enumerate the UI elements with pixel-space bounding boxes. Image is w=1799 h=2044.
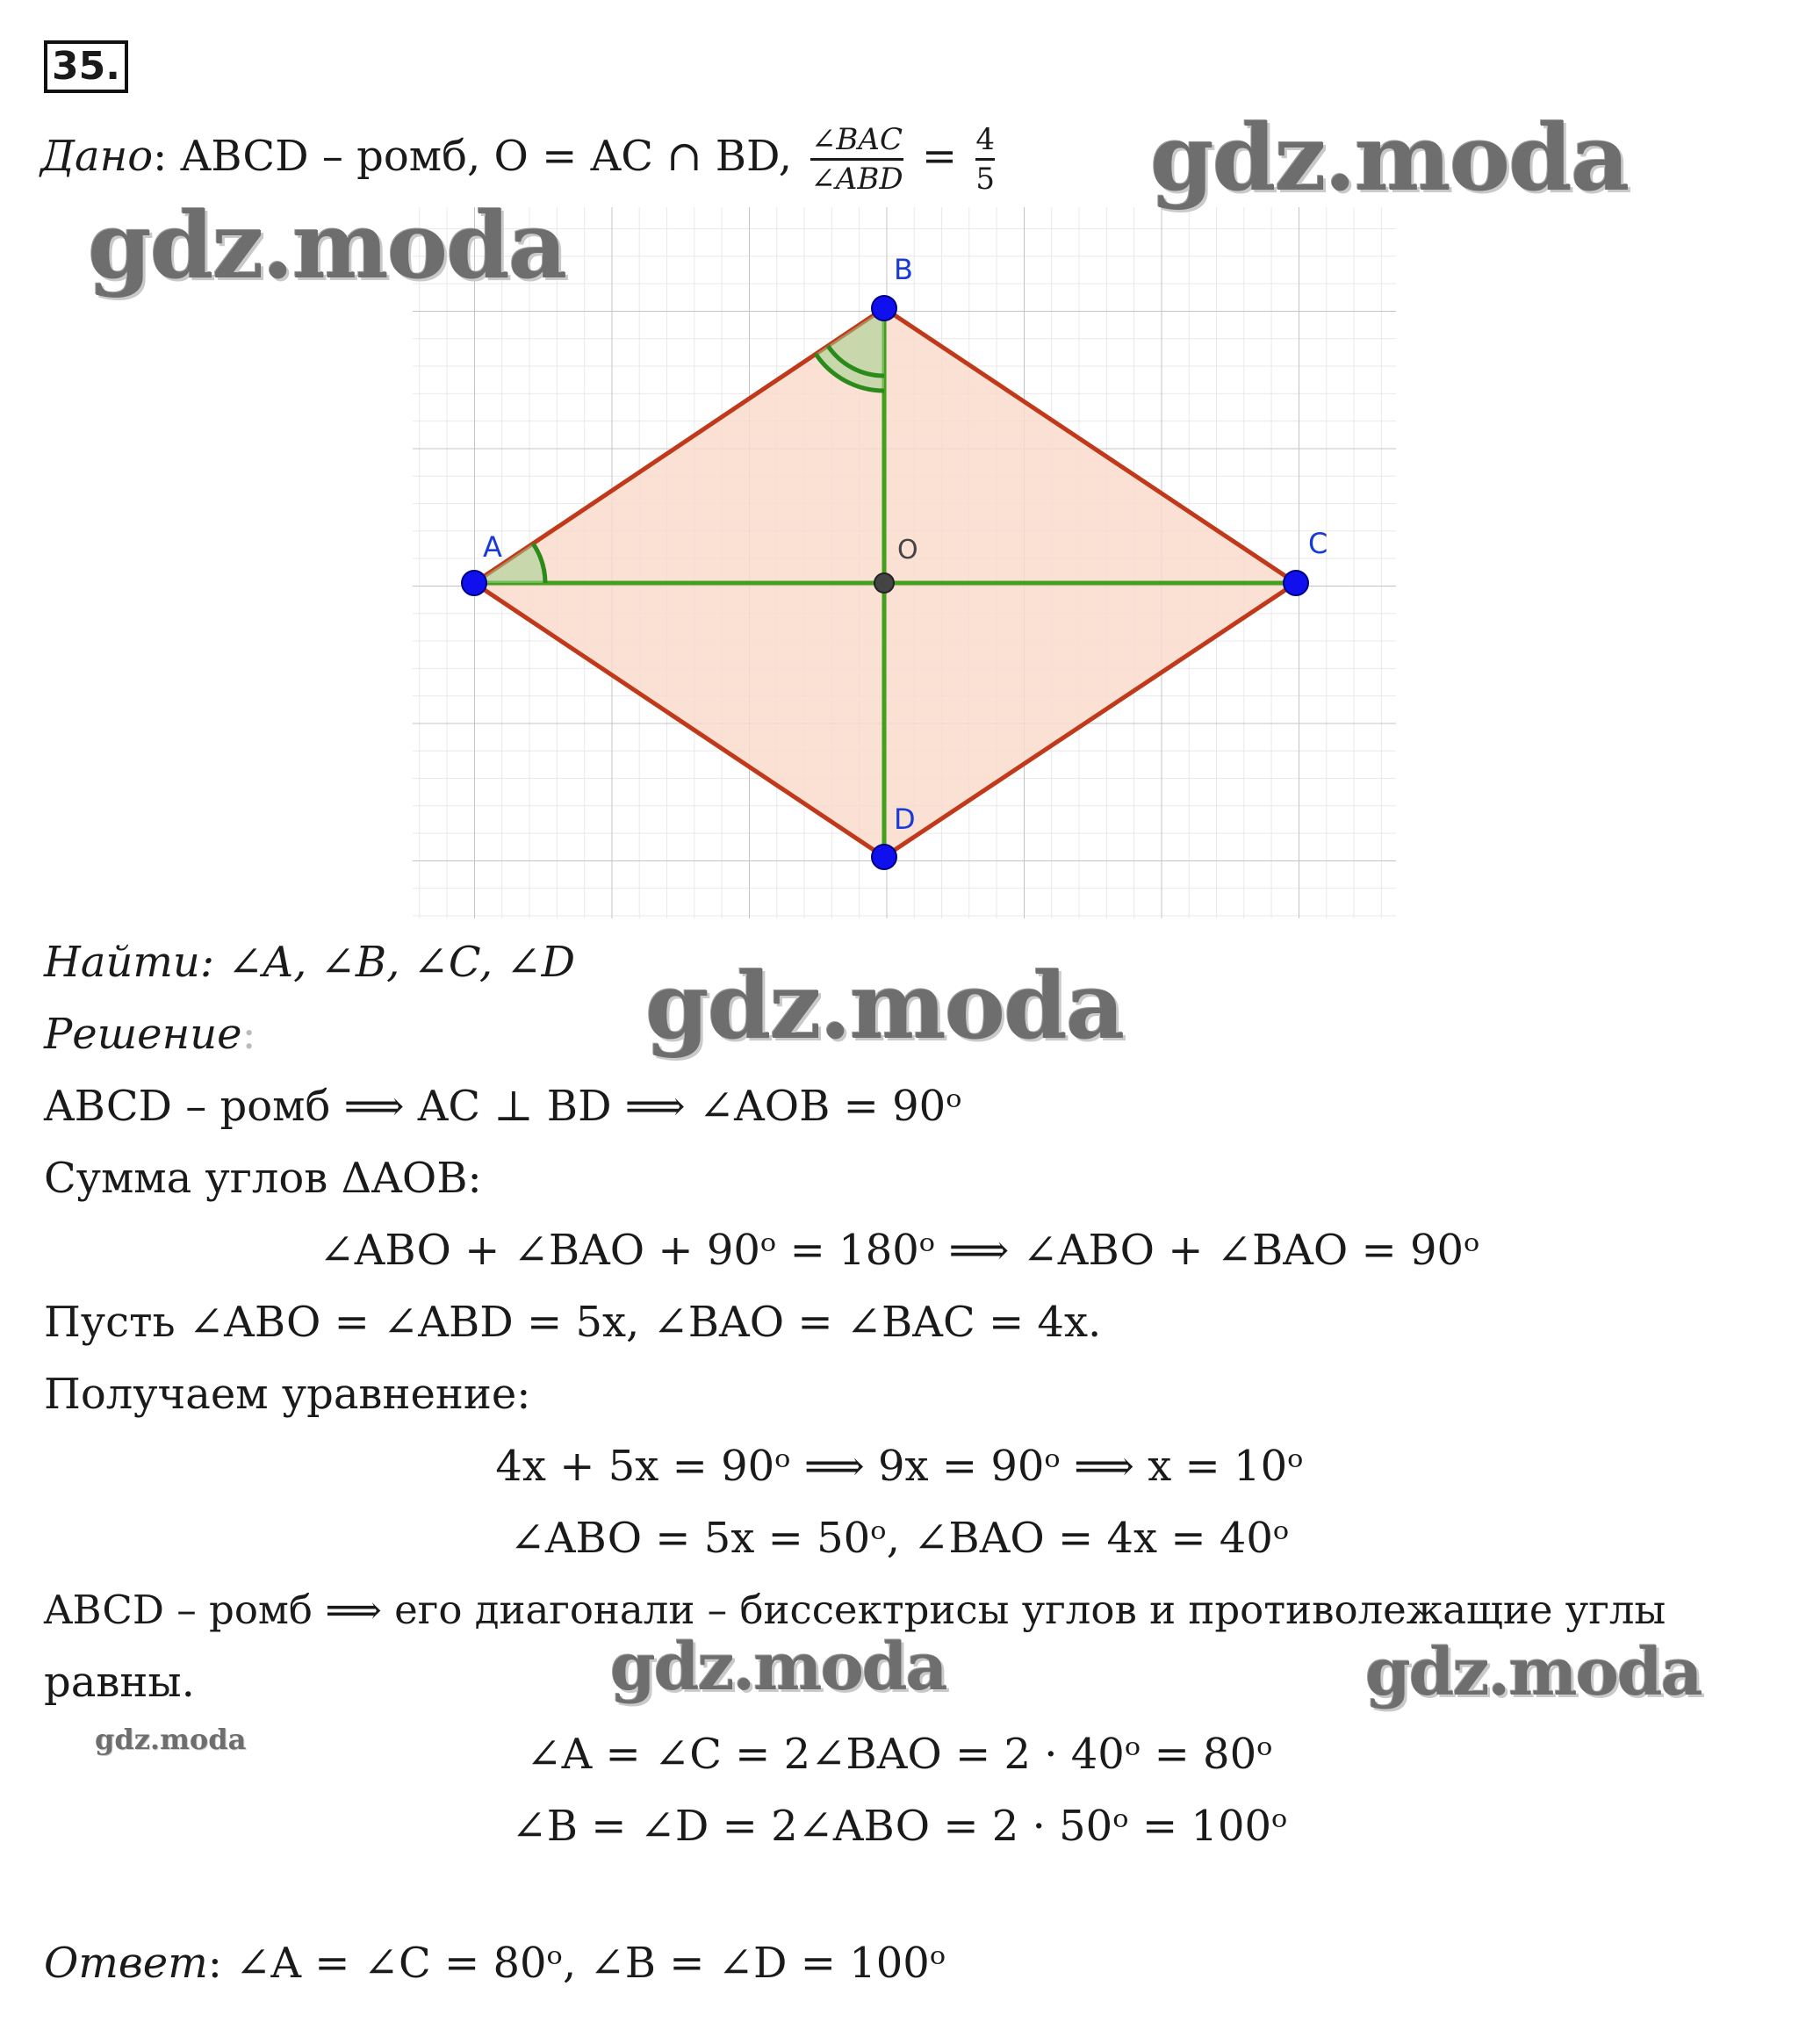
- point-c: [1284, 571, 1308, 595]
- solution-line-8: ABCD – ромб ⟹ его диагонали – биссектрисы углов и противолежащие углы: [44, 1587, 1666, 1633]
- solution-line-3: ∠ABO + ∠BAO + 90ᵒ = 180ᵒ ⟹ ∠ABO + ∠BAO = 90ᵒ: [319, 1226, 1480, 1275]
- problem-number: 35.: [44, 40, 128, 93]
- fraction-numerator: ∠BAC: [810, 122, 903, 157]
- solution-line-9: равны.: [44, 1658, 195, 1707]
- label-d: D: [894, 802, 916, 836]
- find-text: : ∠A, ∠B, ∠C, ∠D: [199, 938, 576, 987]
- solution-line-2: Сумма углов ΔAOB:: [44, 1154, 482, 1203]
- solution-line-10: ∠A = ∠C = 2∠BAO = 2 · 40ᵒ = 80ᵒ: [526, 1730, 1273, 1779]
- watermark: gdz.moda: [88, 191, 566, 299]
- label-c: C: [1308, 527, 1328, 560]
- label-a: A: [483, 530, 502, 564]
- solution-label: Решение: [44, 1010, 242, 1059]
- solution-line-7: ∠ABO = 5x = 50ᵒ, ∠BAO = 4x = 40ᵒ: [509, 1514, 1290, 1563]
- point-o: [874, 573, 894, 593]
- point-d: [872, 845, 896, 869]
- label-b: B: [894, 253, 913, 286]
- given-text: : ABCD – ромб, O = AC ∩ BD,: [153, 132, 793, 181]
- watermark: gdz.moda: [610, 1630, 946, 1705]
- solution-label-suffix: :: [241, 1010, 256, 1059]
- watermark: gdz.moda: [645, 952, 1124, 1060]
- watermark: gdz.moda: [95, 1723, 247, 1756]
- watermark: gdz.moda: [1150, 104, 1629, 212]
- point-b: [872, 296, 896, 320]
- find-line: [44, 936, 575, 989]
- find-label: Найти: [44, 938, 200, 987]
- solution-line-4: Пусть ∠ABO = ∠ABD = 5x, ∠BAO = ∠BAC = 4x.: [44, 1298, 1102, 1347]
- solution-line-1: ABCD – ромб ⟹ AC ⊥ BD ⟹ ∠AOB = 90ᵒ: [44, 1082, 962, 1131]
- answer-text: : ∠A = ∠C = 80ᵒ, ∠B = ∠D = 100ᵒ: [207, 1939, 946, 1988]
- solution-line-11: ∠B = ∠D = 2∠ABO = 2 · 50ᵒ = 100ᵒ: [511, 1802, 1288, 1851]
- ratio-numerator: 4: [975, 122, 995, 157]
- watermark: gdz.moda: [1365, 1635, 1702, 1710]
- given-equals: =: [921, 132, 958, 181]
- answer-line: [44, 1937, 946, 1990]
- solution-line-6: 4x + 5x = 90ᵒ ⟹ 9x = 90ᵒ ⟹ x = 10ᵒ: [495, 1442, 1304, 1491]
- label-o: O: [897, 535, 918, 565]
- fraction-denominator: ∠ABD: [810, 158, 903, 198]
- ratio-denominator: 5: [975, 158, 995, 198]
- point-a: [462, 571, 486, 595]
- answer-label: Ответ: [44, 1939, 208, 1988]
- given-label: Дано: [40, 132, 154, 181]
- solution-heading: [44, 1008, 256, 1061]
- solution-line-5: Получаем уравнение:: [44, 1370, 531, 1419]
